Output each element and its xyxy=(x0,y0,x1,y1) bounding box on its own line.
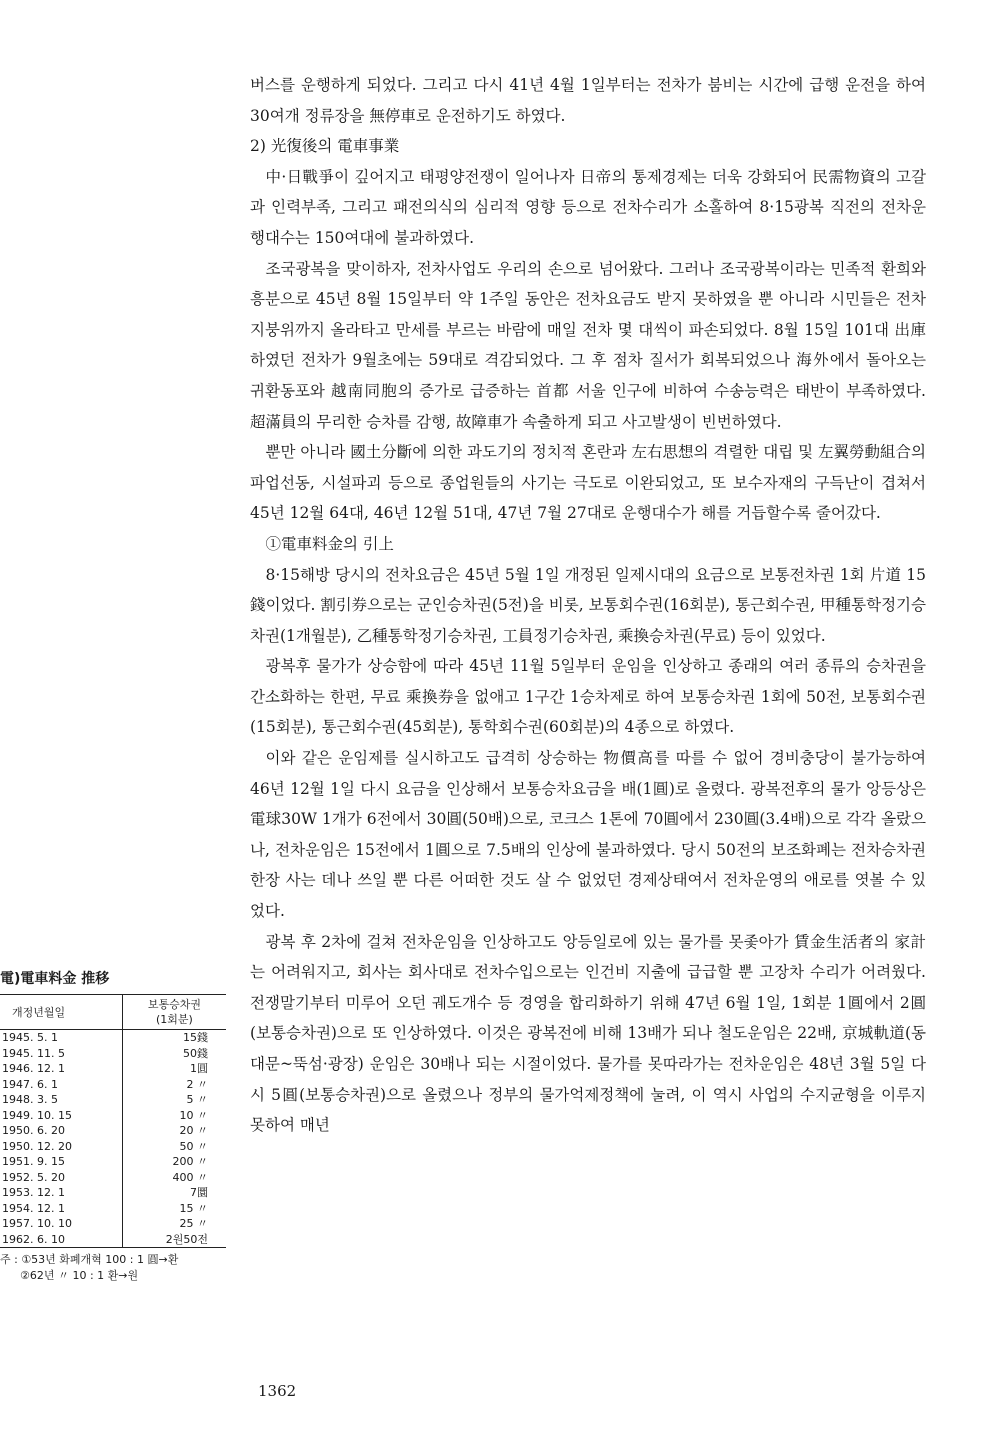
revision-date: 1950. 6. 20 xyxy=(0,1123,122,1139)
table-row xyxy=(0,1123,226,1139)
table-row xyxy=(0,1201,226,1217)
paragraph: 뿐만 아니라 國土分斷에 의한 과도기의 정치적 혼란과 左右思想의 격렬한 대립 및 左翼勞動組合의 파업선동, 시설파괴 등으로 종업원들의 사기는 극도로 이완되었고, 또 보수자재의 구득난이 겹쳐서 45년 12월 64대, 46년 12월 51대, 47년 7월 27대로 운행대수가 해를 거듭할수록 줄어갔다. xyxy=(250,443,926,523)
revision-date: 1953. 12. 1 xyxy=(0,1185,122,1201)
table-row xyxy=(0,1216,226,1232)
table-row xyxy=(0,1185,226,1201)
revision-date: 1951. 9. 15 xyxy=(0,1154,122,1170)
table-notes xyxy=(0,1252,240,1284)
table-row xyxy=(0,1061,226,1077)
page-number: 1362 xyxy=(258,1382,297,1400)
fare-value: 2 〃 xyxy=(186,1077,208,1091)
fare-table-body xyxy=(0,1030,226,1248)
table-row xyxy=(0,1139,226,1155)
paragraph: 버스를 운행하게 되었다. 그리고 다시 41년 4월 1일부터는 전차가 붐비는 시간에 급행 운전을 하여 30여개 정류장을 無停車로 운전하기도 하였다. xyxy=(250,76,926,125)
paragraph: 이와 같은 운임제를 실시하고도 급격히 상승하는 物價高를 따를 수 없어 경비충당이 불가능하여 46년 12월 1일 다시 요금을 인상해서 보통승차요금을 배(1圓)로 올렸다. 광복전후의 물가 앙등상은 電球30W 1개가 6전에서 30圓(50배)으로, 코크스 1톤에 70圓에서 230圓(3.4배)으로 각각 올랐으나, 전차운임은 15전에서 1圓으로 7.5배의 인상에 불과하였다. 당시 50전의 보조화폐는 전차승차권 한장 사는 데나 쓰일 뿐 다른 어떠한 것도 살 수 없었던 경제상태여서 전차운영의 애로를 엿볼 수 있었다. xyxy=(250,749,926,921)
column-header-fare xyxy=(122,995,226,1030)
table-title: 電)電車料金 推移 xyxy=(0,971,110,987)
paragraph: 中·日戰爭이 깊어지고 태평양전쟁이 일어나자 日帝의 통제경제는 더욱 강화되어 民需物資의 고갈과 인력부족, 그리고 패전의식의 심리적 영향 등으로 전차수리가 소홀하여 8·15광복 직전의 전차운행대수는 150여대에 불과하였다. xyxy=(250,167,926,247)
fare-value: 1圓 xyxy=(190,1062,208,1075)
body-text xyxy=(250,70,926,1141)
fare-value: 400 〃 xyxy=(172,1170,208,1184)
fare-value: 5 〃 xyxy=(186,1093,208,1106)
revision-date: 1945. 11. 5 xyxy=(0,1046,122,1062)
revision-date: 1946. 12. 1 xyxy=(0,1061,122,1077)
fare-value: 200 〃 xyxy=(172,1155,208,1168)
table-row xyxy=(0,1154,226,1170)
table-row xyxy=(0,1232,226,1248)
fare-history-sidebar xyxy=(0,968,240,1284)
paragraph: 조국광복을 맞이하자, 전차사업도 우리의 손으로 넘어왔다. 그러나 조국광복이라는 민족적 환희와 흥분으로 45년 8월 15일부터 약 1주일 동안은 전차요금도 받지 못하였을 뿐 아니라 시민들은 전차지붕위까지 올라타고 만세를 부르는 바람에 매일 전차 몇 대씩이 파손되었다. 8월 15일 101대 出庫하였던 전차가 9월초에는 59대로 격감되었다. 그 후 점차 질서가 회복되었으나 海外에서 돌아오는 귀환동포와 越南同胞의 증가로 급증하는 首都 서울 인구에 비하여 수송능력은 태반이 부족하였다. 超滿員의 무리한 승차를 감행, 故障車가 속출하게 되고 사고발생이 빈번하였다. xyxy=(250,259,926,431)
revision-date: 1954. 12. 1 xyxy=(0,1201,122,1217)
fare-value: 50 〃 xyxy=(179,1139,208,1153)
revision-date: 1957. 10. 10 xyxy=(0,1216,122,1232)
fare-value: 15 〃 xyxy=(179,1201,208,1215)
fare-value: 15錢 xyxy=(183,1031,208,1044)
fare-value: 10 〃 xyxy=(179,1108,208,1122)
fare-value: 7圜 xyxy=(190,1186,208,1199)
fare-value: 20 〃 xyxy=(179,1124,208,1137)
table-row xyxy=(0,1170,226,1186)
section-heading: 2) 光復後의 電車事業 xyxy=(250,137,400,156)
table-row xyxy=(0,1092,226,1108)
revision-date: 1948. 3. 5 xyxy=(0,1092,122,1108)
revision-date: 1947. 6. 1 xyxy=(0,1077,122,1093)
revision-date: 1949. 10. 15 xyxy=(0,1108,122,1124)
revision-date: 1952. 5. 20 xyxy=(0,1170,122,1186)
subsection-heading: ①電車料金의 引上 xyxy=(265,534,394,553)
table-row xyxy=(0,1108,226,1124)
fare-value: 25 〃 xyxy=(179,1217,208,1230)
fare-value: 50錢 xyxy=(183,1046,208,1060)
column-header-date: 개정년월일 xyxy=(0,995,122,1030)
paragraph: 광복후 물가가 상승함에 따라 45년 11월 5일부터 운임을 인상하고 종래의 여러 종류의 승차권을 간소화하는 한편, 무료 乘換券을 없애고 1구간 1승차제로 하여 보통승차권 1회에 50전, 보통회수권(15회분), 통근회수권(45회분), 통학회수권(60회분)의 4종으로 하였다. xyxy=(250,657,926,737)
table-row xyxy=(0,1046,226,1062)
table-row xyxy=(0,1030,226,1046)
fare-table xyxy=(0,994,226,1248)
note-line: 주 : ①53년 화폐개혁 100 : 1 圓→환 xyxy=(0,1253,179,1266)
paragraph: 8·15해방 당시의 전차요금은 45년 5월 1일 개정된 일제시대의 요금으로 보통전차권 1회 片道 15錢이었다. 割引券으로는 군인승차권(5전)을 비롯, 보통회수권(16회분), 통근회수권, 甲種통학정기승차권(1개월분), 乙種통학정기승차권, 工員정기승차권, 乘換승차권(무료) 등이 있었다. xyxy=(250,565,926,645)
fare-value: 2원50전 xyxy=(122,1232,226,1248)
paragraph: 광복 후 2차에 걸쳐 전차운임을 인상하고도 앙등일로에 있는 물가를 못좇아가 賃金生活者의 家計는 어려워지고, 회사는 회사대로 전차수입으로는 인건비 지출에 급급할 뿐 고장차 수리가 어려웠다. 전쟁말기부터 미루어 오던 궤도개수 등 경영을 합리화하기 위해 47년 6월 1일, 1회분 1圓에서 2圓(보통승차권)으로 또 인상하였다. 이것은 광복전에 비해 13배가 되나 철도운임은 22배, 京城軌道(동대문~뚝섬·광장) 운임은 30배나 되는 시절이었다. 물가를 못따라가는 전차운임은 48년 3월 5일 다시 5圓(보통승차권)으로 올렸으나 정부의 물가억제정책에 눌려, 이 역시 사업의 수지균형을 이루지 못하여 매년 xyxy=(250,932,926,1135)
revision-date: 1962. 6. 10 xyxy=(0,1232,122,1248)
revision-date: 1950. 12. 20 xyxy=(0,1139,122,1155)
table-row xyxy=(0,1077,226,1093)
note-line: ②62년 〃 10 : 1 환→원 xyxy=(20,1269,139,1282)
column-header-fare-text: 보통승차권 (1회분) xyxy=(147,998,201,1026)
revision-date: 1945. 5. 1 xyxy=(0,1030,122,1046)
